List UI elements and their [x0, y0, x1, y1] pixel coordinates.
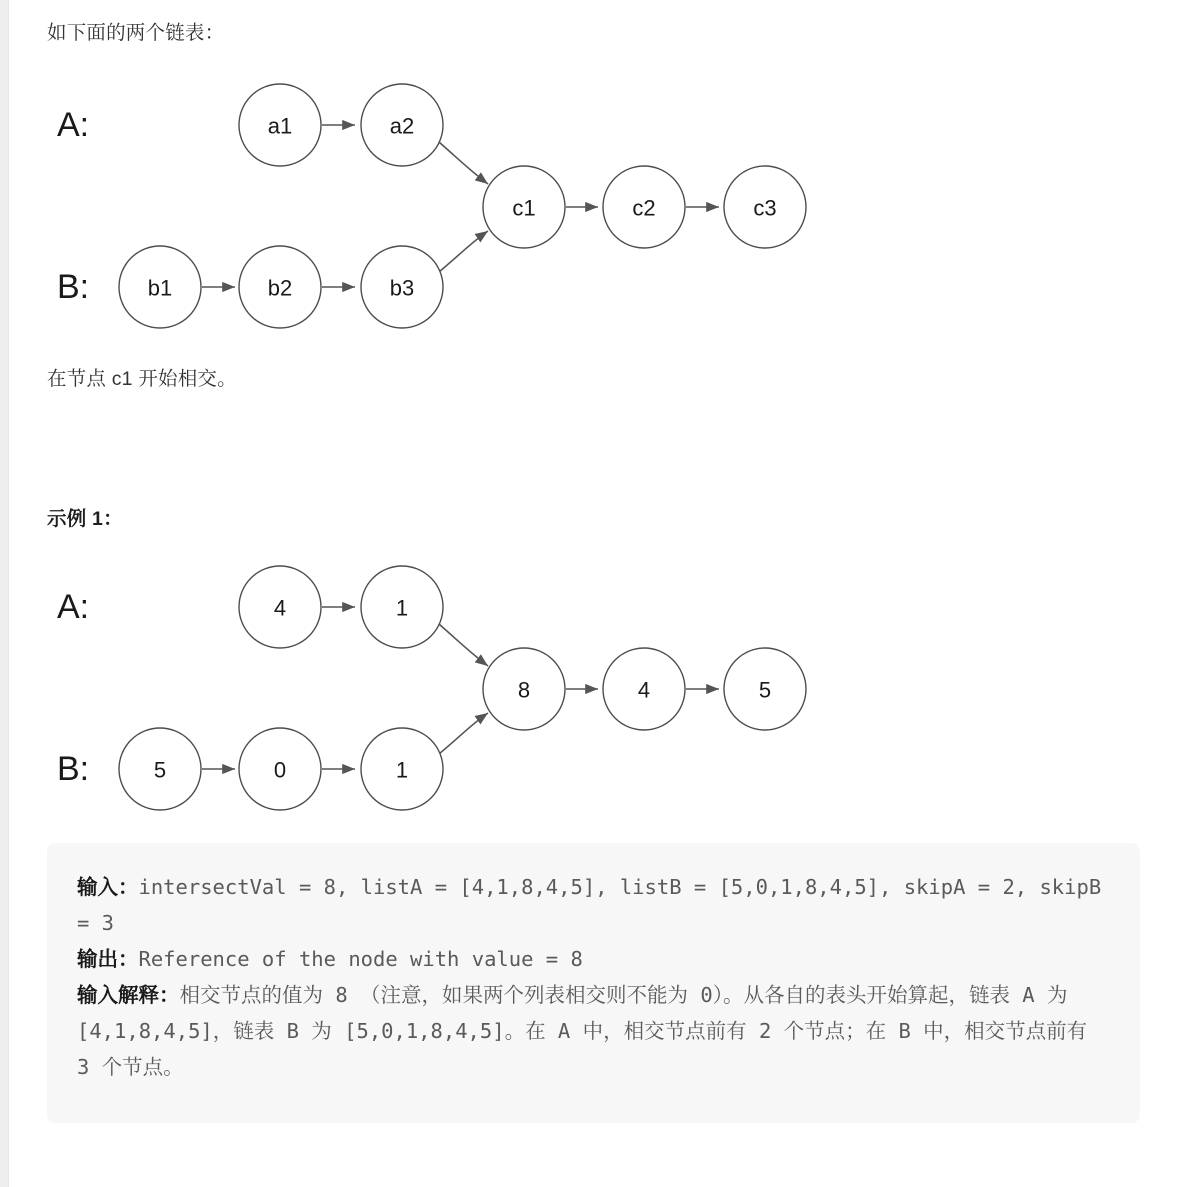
- code-label-explanation: 输入解释：: [77, 983, 180, 1007]
- example-1-heading: 示例 1：: [47, 508, 123, 530]
- left-gutter-stripe: [0, 0, 9, 1187]
- edge-b2-shared: [439, 713, 488, 754]
- node-a1-label: 1: [395, 595, 409, 621]
- node-b2: [239, 246, 321, 328]
- node-b1: [119, 246, 201, 328]
- code-label-output: 输出：: [77, 947, 139, 971]
- node-a2-label: a2: [389, 113, 415, 139]
- code-line-input: [77, 869, 1114, 941]
- node-b1-label: 0: [273, 757, 287, 783]
- node-a0-value: [239, 566, 321, 648]
- node-b3-label: b3: [389, 275, 415, 301]
- node-b1-label: b1: [147, 275, 173, 301]
- linked-list-diagram-2: [10, 542, 870, 832]
- edge-a2-c1: [439, 142, 488, 184]
- diagram2-label-b: B:: [57, 750, 90, 788]
- diagram1-label-b: B:: [57, 268, 90, 306]
- node-b3: [361, 246, 443, 328]
- node-shared0-label: 8: [517, 677, 531, 703]
- node-a2: [361, 84, 443, 166]
- node-shared2-value: [724, 648, 806, 730]
- example-code-block: [47, 843, 1140, 1123]
- node-b2-value: [361, 728, 443, 810]
- node-shared1-value: [603, 648, 685, 730]
- intro-text: 如下面的两个链表：: [47, 22, 225, 44]
- code-label-input: 输入：: [77, 875, 139, 899]
- node-b0-label: 5: [153, 757, 167, 783]
- node-c3-label: c3: [753, 195, 777, 221]
- edge-b3-c1: [439, 231, 488, 272]
- intersection-caption: 在节点 c1 开始相交。: [47, 368, 237, 390]
- node-c2-label: c2: [632, 195, 656, 221]
- node-shared2-label: 5: [758, 677, 772, 703]
- node-b2-label: b2: [267, 275, 293, 301]
- node-c2: [603, 166, 685, 248]
- node-c3: [724, 166, 806, 248]
- code-line-output: [77, 941, 1110, 977]
- linked-list-diagram-1: [10, 60, 870, 340]
- node-c1: [483, 166, 565, 248]
- node-b0-value: [119, 728, 201, 810]
- code-value-explanation: 相交节点的值为 8 （注意，如果两个列表相交则不能为 0）。从各自的表头开始算起，链表 A 为 [4,1,8,4,5]，链表 B 为 [5,0,1,8,4,5]。在 A 中，相交节点前有 2 个节点；在 B 中，相交节点前有 3 个节点。: [77, 983, 1100, 1079]
- page-content: [10, 0, 1182, 1187]
- edge-a1-shared: [439, 624, 488, 666]
- node-shared1-label: 4: [637, 677, 651, 703]
- node-a1-label: a1: [267, 113, 293, 139]
- node-a0-label: 4: [273, 595, 287, 621]
- code-value-output: Reference of the node with value = 8: [138, 947, 583, 971]
- diagram1-label-a: A:: [57, 106, 90, 144]
- node-shared0-value: [483, 648, 565, 730]
- node-b2-label: 1: [395, 757, 409, 783]
- code-value-input: intersectVal = 8, listA = [4,1,8,4,5], listB = [5,0,1,8,4,5], skipA = 2, skipB = 3: [77, 875, 1114, 935]
- node-c1-label: c1: [512, 195, 536, 221]
- node-a1: [239, 84, 321, 166]
- diagram2-label-a: A:: [57, 588, 90, 626]
- code-line-explanation: [77, 977, 1110, 1085]
- node-a1-value: [361, 566, 443, 648]
- node-b1-value: [239, 728, 321, 810]
